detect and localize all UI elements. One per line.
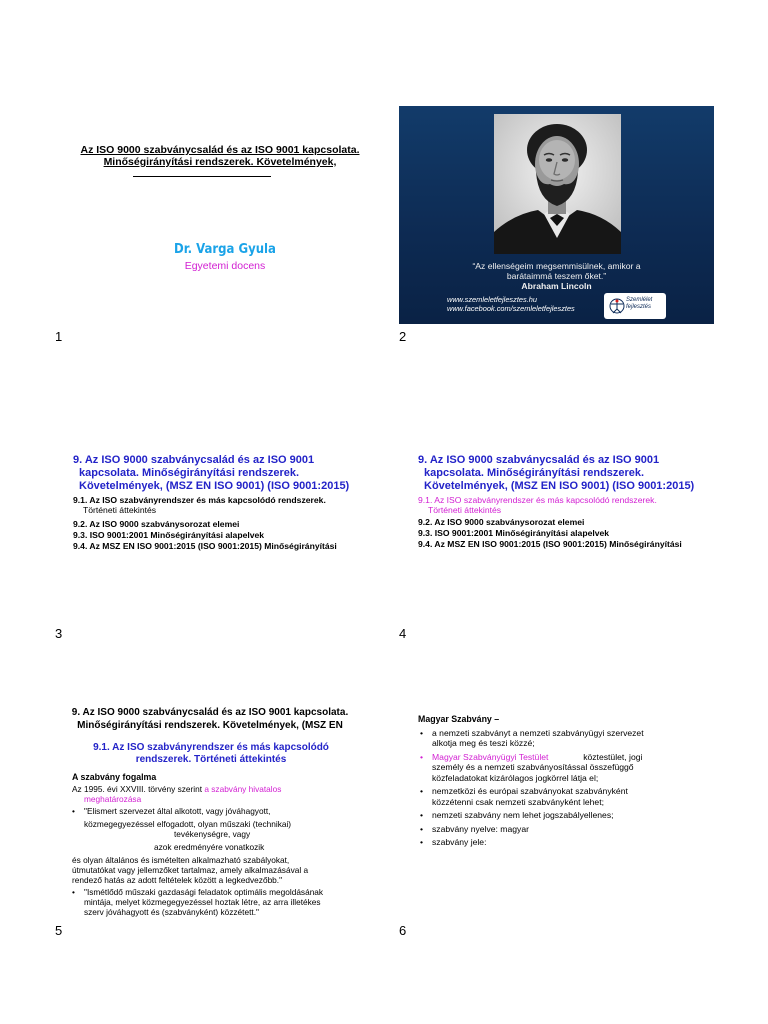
slide3-item-2: 9.2. Az ISO 9000 szabványsorozat elemei <box>73 519 240 529</box>
slide5-title-line1: 9. Az ISO 9000 szabványcsalád és az ISO 9001 kapcsolata. <box>71 707 349 718</box>
slide4-item-1-cont: Történeti áttekintés <box>428 505 502 515</box>
slide6-bullet-5 <box>418 824 708 835</box>
slide4-item-4: 9.4. Az MSZ EN ISO 9001:2015 (ISO 9001:2015) Minőségirányítási <box>418 539 682 549</box>
slide5-bullet-1-line3: tevékenységre, vagy <box>174 829 251 839</box>
szemlelet-logo <box>604 293 666 319</box>
slide5-number: 5 <box>55 923 63 938</box>
slide4-item-2: 9.2. Az ISO 9000 szabványsorozat elemei <box>418 517 585 527</box>
slide2-links <box>447 295 575 313</box>
slide2-number: 2 <box>399 329 407 344</box>
slide6-heading: Magyar Szabvány – <box>418 714 500 724</box>
slide5-bullet-2-line3: szerv jóváhagyott és (szabványként) közzétett." <box>84 907 259 917</box>
slide1-title-underline <box>133 176 271 177</box>
vitruvian-figure-icon <box>609 296 625 316</box>
bullet-icon: • <box>420 810 424 820</box>
bullet-icon: • <box>72 806 75 816</box>
slide1-author: Dr. Varga Gyula <box>174 242 276 257</box>
quote-author: Abraham Lincoln <box>521 281 592 291</box>
logo-text <box>626 297 652 311</box>
slide4-content <box>418 454 718 549</box>
slide3-number: 3 <box>55 626 63 641</box>
slide3-item-4: 9.4. Az MSZ EN ISO 9001:2015 (ISO 9001:2015) Minőségirányítási <box>73 541 337 551</box>
slide3-heading-line2: kapcsolata. Minőségirányítási rendszerek. <box>79 467 300 479</box>
slide6-bullet-3 <box>418 786 708 807</box>
slide3-item-1: 9.1. Az ISO szabványrendszer és más kapcsolódó rendszerek. <box>73 495 326 505</box>
slide5-bullet-2-line1: "Ismétlődő műszaki gazdasági feladatok optimális megoldásának <box>84 887 324 897</box>
bullet-icon: • <box>420 727 424 738</box>
slide3-heading <box>73 454 373 493</box>
quote-text: “Az ellenségeim megsemmisülnek, amikor a barátaimmá teszem őket.” <box>472 261 641 281</box>
bullet-icon: • <box>72 887 75 897</box>
slide6-bullet-2 <box>418 752 708 784</box>
slide5-bullet-1 <box>72 806 372 885</box>
slide4-heading-line3: Követelmények, (MSZ EN ISO 9001) (ISO 9001:2015) <box>424 480 695 492</box>
slide4-number: 4 <box>399 626 407 641</box>
slide6-bullet-4-text: nemzeti szabvány nem lehet jogszabályellenes; <box>432 810 614 820</box>
facebook-link[interactable]: www.facebook.com/szemleletfejlesztes <box>447 304 575 313</box>
slide6-bullet-2-line2: személy és a nemzeti szabványosítással összefüggő <box>432 762 634 772</box>
slide4-agenda-list <box>418 495 718 549</box>
bullet-icon: • <box>420 751 424 762</box>
slide5-bullet-1-line2: közmegegyezéssel elfogadott, olyan műszaki (technikai) <box>84 819 292 829</box>
slide6-highlight-msz: Magyar Szabványügyi Testület <box>432 751 549 762</box>
slide5-bullet-1-line1: "Elismert szervezet által alkotott, vagy jóváhagyott, <box>84 806 271 816</box>
slide4-item-1: 9.1. Az ISO szabványrendszer és más kapcsolódó rendszerek. <box>418 495 657 505</box>
slide1-title-line1: Az ISO 9000 szabványcsalád és az ISO 9001 kapcsolata. <box>80 144 360 156</box>
website-link[interactable]: www.szemleletfejlesztes.hu <box>447 295 537 304</box>
slide5-subtitle-line2: rendszerek. Történeti áttekintés <box>135 754 287 765</box>
slide3-item-1-cont: Történeti áttekintés <box>83 505 157 515</box>
slide5-intro-highlight: a szabvány hivatalos <box>204 784 282 794</box>
slide5-body <box>72 772 372 917</box>
slide6-body <box>418 714 708 848</box>
portrait-image <box>494 114 621 254</box>
slide6-bullet-5-text: szabvány nyelve: magyar <box>432 823 529 834</box>
slide6-bullet-3-line2: közzétenni csak nemzeti szabványként lehet; <box>432 796 604 807</box>
slide3-content <box>73 454 373 551</box>
slide2-quote <box>454 261 659 291</box>
bullet-icon: • <box>420 823 424 834</box>
slide6-bullet-2-line3: közfeladatokat kizárólagos jogkörrel látja el; <box>432 772 599 783</box>
slide6-bullet-4 <box>418 810 708 821</box>
bullet-icon: • <box>420 786 424 796</box>
slide5-bullet-2 <box>72 887 372 917</box>
slide6-bullet-2-rest: köztestület, jogi <box>583 751 643 762</box>
slide4-heading <box>418 454 718 493</box>
slide4-heading-line2: kapcsolata. Minőségirányítási rendszerek. <box>424 467 645 479</box>
slide5-bullet-1-line7: rendező hatás az adott feltételek között a legkedvezőbb." <box>72 875 283 885</box>
slide1-title-line2: Minőségirányítási rendszerek. Követelmények, <box>103 156 337 168</box>
slide1-number: 1 <box>55 329 63 344</box>
slide6-bullet-6-text: szabvány jele: <box>432 837 487 847</box>
slide4-heading-line1: 9. Az ISO 9000 szabványcsalád és az ISO 9001 <box>418 454 660 466</box>
slide2-image <box>399 106 714 324</box>
slide4-item-3: 9.3. ISO 9001:2001 Minőségirányítási alapelvek <box>418 528 610 538</box>
slide6-bullet-1-line2: alkotja meg és teszi közzé; <box>432 738 535 748</box>
slide5-intro-highlight-cont: meghatározása <box>84 794 142 804</box>
slide5-title-line2: Minőségirányítási rendszerek. Követelmények, (MSZ EN <box>77 719 343 731</box>
slide6-bullet-3-line1: nemzetközi és európai szabványokat szabványként <box>432 786 628 796</box>
slide5-subtitle <box>76 742 346 766</box>
slide5-intro-text: Az 1995. évi XXVIII. törvény szerint <box>72 784 203 794</box>
slide3-heading-line1: 9. Az ISO 9000 szabványcsalád és az ISO 9001 <box>73 454 315 466</box>
slide5-bullet-2-line2: mintája, melyet közmegegyezéssel hoztak létre, az arra illetékes <box>84 897 321 907</box>
slide6-bullet-list <box>418 728 708 848</box>
lincoln-portrait <box>494 114 621 254</box>
slide5-bullet-1-line4: azok eredményére vonatkozik <box>154 842 265 852</box>
slide3-agenda-list <box>73 495 373 551</box>
slide1-role: Egyetemi docens <box>184 260 266 272</box>
slide5-bullet-1-line5: és olyan általános és ismételten alkalmazható szabályokat, <box>72 855 290 865</box>
slide6-bullet-6 <box>418 837 708 848</box>
logo-text-line1: Szemlélet <box>626 297 653 303</box>
bullet-icon: • <box>420 837 424 847</box>
slide5-intro <box>72 784 372 794</box>
slide6-bullet-1 <box>418 728 708 749</box>
slide3-heading-line3: Követelmények, (MSZ EN ISO 9001) (ISO 9001:2015) <box>79 480 350 492</box>
slide5-bullet-1-line6: útmutatókat vagy jellemzőket tartalmaz, amely alkalmazásával a <box>72 865 309 875</box>
slide3-item-3: 9.3. ISO 9001:2001 Minőségirányítási alapelvek <box>73 530 265 540</box>
slide5-subtitle-line1: 9.1. Az ISO szabványrendszer és más kapcsolódó <box>93 742 329 753</box>
slide6-bullet-1-line1: a nemzeti szabványt a nemzeti szabványügyi szervezet <box>432 727 644 738</box>
slide6-number: 6 <box>399 923 407 938</box>
slide1-title <box>70 144 370 168</box>
logo-text-line2: fejlesztés <box>626 304 652 310</box>
slide5-title <box>60 707 360 732</box>
slide5-section-heading: A szabvány fogalma <box>72 772 157 782</box>
